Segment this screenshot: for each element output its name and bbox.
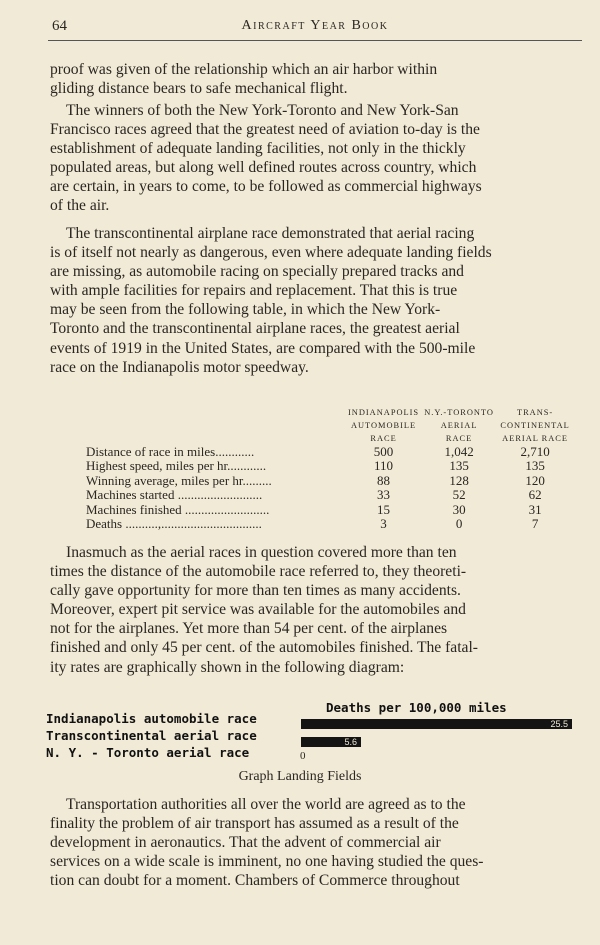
bar-indianapolis [301, 719, 572, 729]
table-cell: 52 [452, 487, 466, 503]
category-label: N. Y. - Toronto aerial race [46, 745, 250, 760]
table-cell: 1,042 [444, 444, 474, 459]
text-line: Francisco races agreed that the greatest need of aviation to-day is the [50, 121, 480, 139]
page-number: 64 [52, 18, 67, 34]
text-line: are missing, as automobile racing on specially prepared tracks and [50, 263, 464, 281]
row-label: Machines finished .......................... [86, 502, 270, 517]
header-line: AERIAL [440, 421, 478, 430]
text-line: of the air. [50, 197, 110, 215]
column-header-toronto [419, 406, 499, 445]
text-line: development in aeronautics. That the advent of commercial air [50, 834, 441, 852]
table-cell: 500 [373, 444, 394, 459]
table-cell: 3 [380, 516, 387, 532]
text-line: tion can doubt for a moment. Chambers of Commerce throughout [50, 872, 460, 890]
table-row [86, 474, 571, 488]
table-cell: 88 [377, 472, 391, 488]
text-line: gliding distance bears to safe mechanical flight. [50, 80, 348, 98]
row-label: Highest speed, miles per hr............ [86, 459, 267, 474]
row-label: Distance of race in miles............ [86, 445, 255, 459]
page-header [48, 18, 582, 41]
chart-caption: Graph Landing Fields [238, 769, 362, 784]
table-cell: 33 [377, 487, 391, 503]
text-line: are certain, in years to come, to be followed as commercial highways [50, 178, 482, 196]
header-line: TRANS- [516, 408, 554, 417]
category-label: Transcontinental aerial race [46, 728, 257, 743]
text-line: not for the airplanes. Yet more than 54 per cent. of the airplanes [50, 620, 448, 638]
table-cell: 110 [374, 458, 394, 474]
table-cell: 2,710 [520, 444, 550, 459]
text-line: services on a wide scale is imminent, no one having studied the ques- [50, 853, 484, 871]
category-label: Indianapolis automobile race [46, 711, 257, 726]
text-line: times the distance of the automobile race referred to, they theoreti- [50, 563, 467, 581]
text-line: cally gave opportunity for more than ten times as many accidents. [50, 582, 461, 600]
table-cell: 31 [528, 501, 542, 517]
race-comparison-table [86, 406, 571, 531]
paragraph-1 [50, 60, 581, 98]
table-header-row [86, 406, 571, 445]
paragraph-5 [50, 795, 581, 890]
text-line: Inasmuch as the aerial races in question covered more than ten [66, 544, 457, 561]
header-line: CONTINENTAL [500, 421, 570, 430]
chart-title: Deaths per 100,000 miles [326, 700, 507, 715]
row-label: Winning average, miles per hr......... [86, 473, 272, 488]
text-line: The transcontinental airplane race demonstrated that aerial racing [66, 225, 475, 242]
text-line: The winners of both the New York-Toronto and New York-San [66, 102, 459, 119]
paragraph-2 [50, 101, 581, 216]
header-line: AUTOMOBILE [350, 421, 417, 430]
paragraph-3 [50, 224, 581, 377]
table-row [86, 488, 571, 502]
column-header-transcontinental [499, 406, 571, 445]
row-label: Deaths ..........,............................... [86, 517, 262, 532]
table-cell: 30 [452, 501, 466, 517]
text-line: is of itself not nearly as dangerous, even where adequate landing fields [50, 244, 492, 262]
header-line: RACE [445, 434, 473, 443]
header-line: N.Y.-TORONTO [424, 408, 494, 417]
bar-value-label: 5.6 [344, 737, 357, 747]
header-line: INDIANAPOLIS [348, 408, 420, 417]
text-line: Transportation authorities all over the world are agreed as to the [66, 796, 466, 813]
text-line: race on the Indianapolis motor speedway. [50, 358, 309, 376]
text-line: ity rates are graphically shown in the following diagram: [50, 658, 405, 676]
table-cell: 0 [455, 516, 463, 532]
bar-value-label: 0 [300, 750, 306, 762]
text-line: populated areas, but along well defined routes across country, which [50, 159, 477, 177]
table-cell: 120 [525, 472, 545, 488]
text-line: proof was given of the relationship which an air harbor within [50, 61, 438, 78]
paragraph-4 [50, 543, 581, 677]
text-line: with ample facilities for repairs and replacement. That this is true [50, 282, 458, 300]
table-row [86, 503, 571, 517]
text-line: may be seen from the following table, in which the New York- [50, 301, 441, 319]
running-title: Aircraft Year Book [241, 18, 389, 33]
table-row [86, 459, 571, 473]
table-cell: 62 [528, 487, 542, 503]
text-line: establishment of adequate landing facilities, not only in the thickly [50, 140, 466, 158]
bar-value-label: 25.5 [550, 719, 568, 729]
table-cell: 128 [449, 472, 469, 488]
text-line: finished and only 45 per cent. of the automobiles finished. The fatal- [50, 639, 478, 657]
table-cell: 15 [377, 501, 391, 517]
text-line: events of 1919 in the United States, are compared with the 500-mile [50, 339, 476, 357]
table-row [86, 445, 571, 459]
table-row [86, 517, 571, 531]
table-cell: 7 [531, 516, 539, 532]
row-label: Machines started .......................... [86, 488, 263, 503]
column-header-indianapolis [348, 406, 419, 445]
header-line: AERIAL RACE [502, 434, 568, 443]
text-line: Toronto and the transcontinental airplane races, the greatest aerial [50, 320, 460, 338]
bar-transcontinental [301, 737, 361, 747]
header-line: RACE [370, 434, 397, 443]
text-line: finality the problem of air transport has assumed as a result of the [50, 815, 459, 833]
text-line: Moreover, expert pit service was available for the automobiles and [50, 601, 466, 619]
table-cell: 135 [449, 458, 469, 474]
table-cell: 135 [525, 458, 545, 474]
